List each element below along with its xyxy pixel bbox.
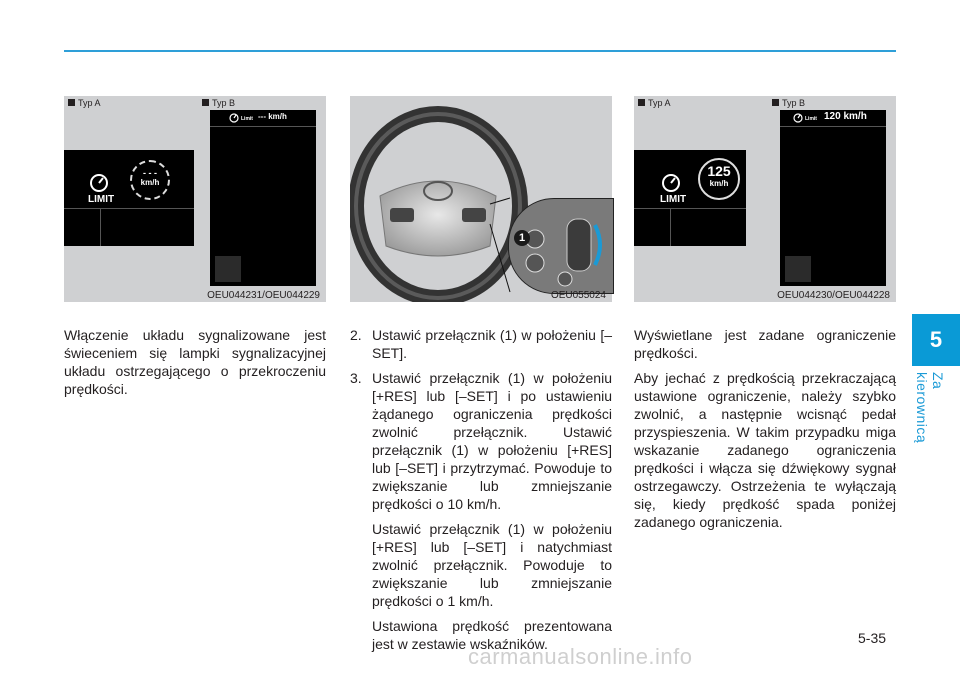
- list-item: [350, 326, 612, 362]
- paragraph: Wyświetlane jest zadane ograniczenie prędkości.: [634, 327, 896, 361]
- screen-topbar: [780, 110, 886, 127]
- cluster-display-type-b: [780, 110, 886, 286]
- switch-closeup: [508, 198, 614, 294]
- callout-marker: 1: [514, 230, 530, 246]
- gauge-unit: km/h: [709, 179, 729, 188]
- speed-limiter-icon: [88, 172, 110, 194]
- header-rule: [64, 50, 896, 52]
- paragraph: Ustawić przełącznik (1) w położeniu [+RES] lub [–SET] i natychmiast zwolnić przełącznik. Powoduje to zwiększanie lub zmniejszanie prędkości o 1 km/h.: [372, 521, 612, 609]
- paragraph: Ustawiona prędkość prezentowana jest w zestawie wskaźników.: [372, 618, 612, 652]
- paragraph: Aby jechać z prędkością przekraczającą ustawione ograniczenie, należy szybko zwolnić, a następnie wcisnąć pedał przyspieszenia. W takim przypadku miga wskazanie zadanego ograniczenia prędkości i włącza się dźwiękowy sygnał ostrzegawczy. Ostrzeżenia te wyłączają się, kiedy prędkość spada poniżej zadanego ograniczenia.: [634, 370, 896, 530]
- limit-gauge: [130, 160, 170, 200]
- list-item: [350, 369, 612, 513]
- screen-topbar: [210, 110, 316, 127]
- set-speed-readout: --- km/h: [258, 112, 287, 121]
- limit-small-label: Limit: [241, 116, 253, 122]
- gauge-dashes: - - -: [143, 168, 157, 178]
- list-number: 3.: [350, 370, 362, 386]
- figure-limit-indicator-off: [64, 96, 326, 302]
- cluster-divider-vertical: [100, 209, 101, 246]
- cluster-display-type-a: [634, 150, 746, 246]
- gauge-value: 125: [707, 163, 731, 179]
- paragraph: Włączenie układu sygnalizowane jest świeceniem się lampki sygnalizacyjnej układu ostrzegającego o przekroczeniu prędkości.: [64, 327, 326, 397]
- limit-small-label: Limit: [805, 116, 817, 122]
- figure-steering-wheel: [350, 96, 612, 302]
- speed-limiter-icon: [228, 113, 240, 123]
- figure-code: OEU044230/OEU044228: [777, 290, 890, 301]
- chapter-tab: 5: [912, 314, 960, 366]
- page-number: 5-35: [858, 630, 887, 646]
- cluster-divider: [64, 208, 194, 209]
- limit-label: LIMIT: [88, 194, 115, 205]
- list-number: 2.: [350, 327, 362, 343]
- type-a-label: Typ A: [638, 98, 671, 108]
- limit-gauge: [698, 158, 740, 200]
- text-column-1: [64, 326, 326, 405]
- figure-code: OEU055024: [550, 290, 606, 301]
- screen-tile: [215, 256, 241, 282]
- text-column-3: [634, 326, 896, 538]
- cluster-divider: [634, 208, 746, 209]
- speed-limiter-icon: [792, 113, 804, 123]
- cluster-display-type-b: [210, 110, 316, 286]
- set-speed-readout: 120 km/h: [824, 111, 867, 122]
- cluster-divider-vertical: [670, 209, 671, 246]
- text-column-2: [350, 326, 612, 660]
- watermark: carmanualsonline.info: [468, 644, 693, 669]
- cluster-display-type-a: [64, 150, 194, 246]
- type-b-label: Typ B: [202, 98, 235, 108]
- figure-code: OEU044231/OEU044229: [207, 290, 320, 301]
- chapter-title: Za kierownicą: [914, 372, 946, 444]
- speed-limiter-icon: [660, 172, 682, 194]
- screen-tile: [785, 256, 811, 282]
- list-text: Ustawić przełącznik (1) w położeniu [–SET].: [372, 327, 612, 361]
- limit-label: LIMIT: [660, 194, 687, 205]
- cruise-switch-icons: [509, 199, 613, 293]
- gauge-unit: km/h: [140, 178, 160, 187]
- figure-limit-indicator-set: [634, 96, 896, 302]
- type-a-label: Typ A: [68, 98, 101, 108]
- type-b-label: Typ B: [772, 98, 805, 108]
- list-text: Ustawić przełącznik (1) w położeniu [+RES] lub [–SET] i po ustawieniu żądanego ograniczenia prędkości zwolnić przełącznik. Ustawić przełącznik (1) w położeniu [+RES] lub [–SET] i przytrzymać. Powoduje to zwiększanie lub zmniejszanie prędkości o 10 km/h.: [372, 370, 612, 512]
